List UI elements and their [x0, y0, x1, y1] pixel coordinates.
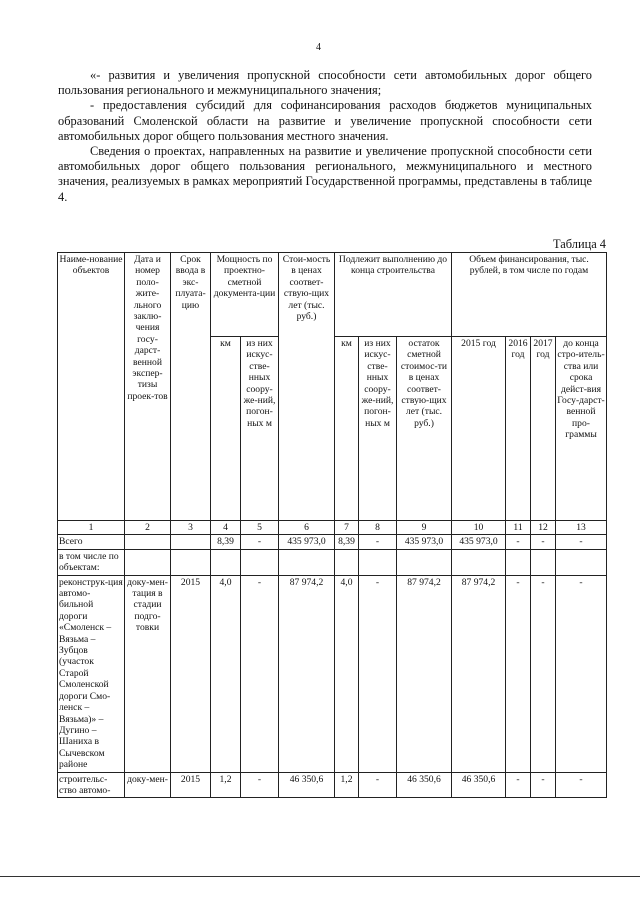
- header-name: Наиме-нование объектов: [58, 253, 125, 521]
- cell-expertise: доку-мен-тация в стадии подго-товки: [125, 575, 171, 772]
- cell-until-end: -: [556, 772, 607, 798]
- header-cost: Стои-мость в ценах соответ-ствую-щих лет (тыс. руб.): [279, 253, 335, 521]
- cell-name: строительс-ство автомо-: [58, 772, 125, 798]
- table-row: [58, 549, 607, 575]
- colnum: 5: [241, 521, 279, 535]
- cell-2016: [506, 549, 531, 575]
- page-number: 4: [316, 42, 321, 53]
- cell-cost: 435 973,0: [279, 535, 335, 549]
- projects-table: [57, 252, 607, 798]
- cell-structures: -: [241, 772, 279, 798]
- cell-name: реконструк-ция автомо-бильной дороги «Смоленск – Вязьма – Зубцов (участок Старой Смоленской дороги Смо-ленск – Вязьма)» – Дугино – Шаниха в Сычевском районе: [59, 576, 123, 771]
- header-expertise: Дата и номер поло-жите-льного заклю-чения госу-дарст-венной экспер-тизы проек-тов: [125, 253, 171, 521]
- cell-name: Всего: [58, 535, 125, 549]
- cell-structures-2: -: [359, 772, 397, 798]
- colnum: 4: [211, 521, 241, 535]
- cell-km: [211, 549, 241, 575]
- header-2017: 2017 год: [531, 337, 556, 521]
- cell-2015: 46 350,6: [452, 772, 506, 798]
- colnum: 6: [279, 521, 335, 535]
- cell-expertise: доку-мен-: [125, 772, 171, 798]
- cell-structures: -: [241, 575, 279, 772]
- cell-2015: [452, 549, 506, 575]
- cell-term: 2015: [171, 772, 211, 798]
- cell-remaining: 435 973,0: [397, 535, 452, 549]
- header-capacity: Мощность по проектно-сметной документа-ции: [211, 253, 279, 337]
- header-finance: Объем финансирования, тыс. рублей, в том числе по годам: [452, 253, 607, 337]
- cell-2015: 87 974,2: [452, 575, 506, 772]
- cell-structures: -: [241, 535, 279, 549]
- table-row: [58, 535, 607, 549]
- cell-2017: [531, 549, 556, 575]
- header-subject: Подлежит выполнению до конца строительства: [335, 253, 452, 337]
- cell-remaining: [397, 549, 452, 575]
- cell-structures-2: -: [359, 575, 397, 772]
- header-2015: 2015 год: [452, 337, 506, 521]
- cell-structures-2: -: [359, 535, 397, 549]
- cell-km: 1,2: [211, 772, 241, 798]
- cell-km-2: [335, 549, 359, 575]
- cell-structures: [241, 549, 279, 575]
- cell-remaining: 87 974,2: [397, 575, 452, 772]
- colnum: 7: [335, 521, 359, 535]
- cell-cost: [279, 549, 335, 575]
- paragraph-1: «- развития и увеличения пропускной способности сети автомобильных дорог общего пользования регионального и межмуниципального значения;: [58, 68, 592, 98]
- cell-until-end: [556, 549, 607, 575]
- cell-until-end: -: [556, 535, 607, 549]
- cell-2016: -: [506, 535, 531, 549]
- colnum: 9: [397, 521, 452, 535]
- cell-km-2: 8,39: [335, 535, 359, 549]
- header-term: Срок ввода в экс-плуата-цию: [171, 253, 211, 521]
- colnum: 2: [125, 521, 171, 535]
- cell-term: [171, 535, 211, 549]
- header-km: км: [211, 337, 241, 521]
- cell-2016: -: [506, 575, 531, 772]
- cell-structures-2: [359, 549, 397, 575]
- cell-expertise: [125, 549, 171, 575]
- header-until-end: до конца стро-итель-ства или срока дейст-вия Госу-дарст-венной про-граммы: [556, 337, 607, 521]
- cell-km-2: 1,2: [335, 772, 359, 798]
- cell-name: в том числе по объектам:: [58, 549, 125, 575]
- cell-cost: 87 974,2: [279, 575, 335, 772]
- page-bottom-rule: [0, 876, 640, 877]
- cell-remaining: 46 350,6: [397, 772, 452, 798]
- colnum: 11: [506, 521, 531, 535]
- header-remaining: остаток сметной стоимос-ти в ценах соответ-ствую-щих лет (тыс. руб.): [397, 337, 452, 521]
- colnum: 13: [556, 521, 607, 535]
- colnum: 12: [531, 521, 556, 535]
- cell-2017: -: [531, 575, 556, 772]
- header-structures: из них искус-стве-нных соору-же-ний, погон-ных м: [241, 337, 279, 521]
- table-row: [58, 772, 607, 798]
- colnum: 3: [171, 521, 211, 535]
- table-row: [58, 575, 607, 772]
- body-text: [58, 68, 592, 205]
- cell-2017: -: [531, 535, 556, 549]
- cell-until-end: -: [556, 575, 607, 772]
- cell-km-2: 4,0: [335, 575, 359, 772]
- cell-2015: 435 973,0: [452, 535, 506, 549]
- paragraph-3: Сведения о проектах, направленных на развитие и увеличение пропускной способности сети автомобильных дорог общего пользования регионального, межмуниципального и местного значения, реализуемых в рамках мероприятий Государственной программы, представлены в таблице 4.: [58, 144, 592, 204]
- header-structures-2: из них искус-стве-нных соору-же-ний, погон-ных м: [359, 337, 397, 521]
- cell-term: [171, 549, 211, 575]
- header-2016: 2016 год: [506, 337, 531, 521]
- cell-term: 2015: [171, 575, 211, 772]
- column-number-row: [58, 521, 607, 535]
- cell-km: 4,0: [211, 575, 241, 772]
- cell-km: 8,39: [211, 535, 241, 549]
- cell-2017: -: [531, 772, 556, 798]
- colnum: 10: [452, 521, 506, 535]
- cell-2016: -: [506, 772, 531, 798]
- header-km-2: км: [335, 337, 359, 521]
- cell-expertise: [125, 535, 171, 549]
- table-caption: Таблица 4: [553, 237, 606, 251]
- cell-cost: 46 350,6: [279, 772, 335, 798]
- paragraph-2: - предоставления субсидий для софинансирования расходов бюджетов муниципальных образований Смоленской области на развитие и увеличение пропускной способности сети автомобильных дорог общего пользования местного значения.: [58, 98, 592, 143]
- colnum: 8: [359, 521, 397, 535]
- colnum: 1: [58, 521, 125, 535]
